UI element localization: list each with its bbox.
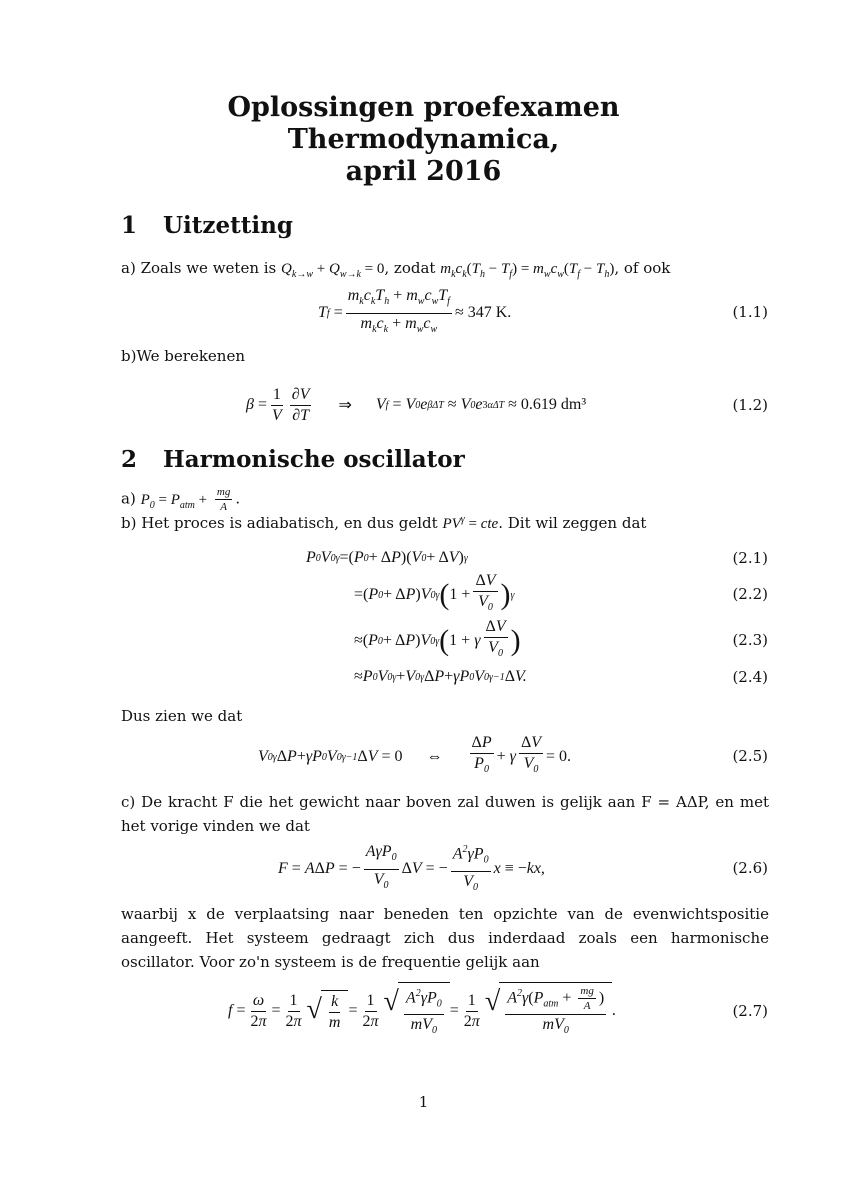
- equation-number: (2.1): [732, 549, 768, 567]
- equation-2-5: V 0 γ Δ P + γP 0 V 0 γ−1 Δ V = 0 ⇔ $\frac{\Delta P}{P_0}$ + γ $\frac{\Delta V}{V_0}$ = 0.: [258, 734, 572, 776]
- equation-2-1: P 0 V 0 γ =( P 0 + Δ P )( V 0 + Δ V ) γ: [306, 549, 468, 566]
- result-tf: ≈ 347 K.: [454, 304, 512, 321]
- paragraph-text: . Dit wil zeggen dat: [498, 514, 647, 532]
- paragraph-dus: Dus zien we dat: [121, 707, 243, 725]
- section-heading-2: [121, 446, 465, 473]
- paragraph-text: , of ook: [614, 259, 671, 277]
- page-number: 1: [418, 1093, 429, 1111]
- equation-2-2: =( P 0 + Δ P ) V 0 γ ( 1 + $\frac{\Delta V}{V_0}$ ) γ: [354, 572, 515, 614]
- equation-1-1: T f = $\frac{m_kc_kT_h + m_wc_wT_f}{m_kc_k + m_wc_w}$ ≈ 347 K.: [318, 287, 512, 335]
- equation-number: (1.1): [732, 303, 768, 321]
- result-vf: ≈ 0.619 dm³: [508, 396, 587, 413]
- paragraph-1a: a) Zoals we weten is $Q_{k\to w} + Q_{w\to k} = 0$, zodat $m_kc_k(T_h - T_f) = m_wc_w(T_f - T_h)$, of ook: [121, 259, 671, 280]
- equation-number: (1.2): [732, 396, 768, 414]
- equation-number: (2.3): [732, 631, 768, 649]
- section-title: Harmonische oscillator: [163, 446, 465, 473]
- paragraph-text: , zodat: [384, 259, 436, 277]
- equation-1-2: β = $\frac{1}{V}$ $\frac{\partial V}{\partial T}$ ⇒ V f = V 0 e βΔT ≈ V 0 e 3αΔT ≈ 0.619 dm³: [246, 385, 587, 424]
- section-title: Uitzetting: [163, 212, 293, 239]
- equation-2-6: F = A Δ P = − $\frac{A\gamma P_0}{V_0}$ Δ V = − $\frac{A^2\gamma P_0}{V_0}$ x ≡ − kx,: [278, 846, 545, 892]
- paragraph-2c-continued: waarbij x de verplaatsing naar beneden ten opzichte van de evenwichtspositie aangeeft. Het systeem gedraagt zich dus inderdaad zoals een harmonische oscillator. Voor zo'n systeem is de frequentie gelijk aan: [121, 905, 769, 971]
- equation-number: (2.6): [732, 859, 768, 877]
- equation-2-4: ≈ P 0 V 0 γ + V 0 γ Δ P + γP 0 V 0 γ−1 Δ V.: [354, 668, 527, 685]
- equation-number: (2.7): [732, 1002, 768, 1020]
- title-line-1: Oplossingen proefexamen Thermodynamica,: [227, 92, 620, 155]
- title-line-2: april 2016: [345, 156, 502, 187]
- paragraph-2b: b) Het proces is adiabatisch, en dus geldt $PV^\gamma$ = cte. Dit wil zeggen dat: [121, 514, 647, 532]
- document-title: [90, 92, 757, 188]
- equation-number: (2.5): [732, 747, 768, 765]
- equation-2-3: ≈( P 0 + Δ P ) V 0 γ ( 1 + γ $\frac{\Delta V}{V_0}$ ): [354, 618, 521, 660]
- paragraph-text: b) Het proces is adiabatisch, en dus geldt: [121, 514, 438, 532]
- equation-number: (2.2): [732, 585, 768, 603]
- section-number: 2: [121, 446, 138, 473]
- paragraph-2c: c) De kracht F die het gewicht naar boven zal duwen is gelijk aan F = AΔP, en met het vorige vinden we dat: [121, 793, 769, 835]
- section-number: 1: [121, 212, 138, 239]
- equation-2-7: f = $\frac{\omega}{2\pi}$ = $\frac{1}{2\pi}$ √ $\frac{k}{m}$ = $\frac{1}{2\pi}$ √ $\frac{A^2\gamma P_0}{mV_0}$ = $\frac{1}{2\pi}$ √ $A^2\gamma(P_{atm}$ + $\frac{mg}{A}$ ) $mV_0$ .: [228, 984, 616, 1038]
- equation-number: (2.4): [732, 668, 768, 686]
- paragraph-1b: b)We berekenen: [121, 347, 245, 365]
- paragraph-2a: a) $P_0 = P_{atm}$ + $\frac{mg}{A}$ .: [121, 486, 241, 513]
- paragraph-text: a) Zoals we weten is: [121, 259, 277, 277]
- section-heading-1: [121, 212, 293, 239]
